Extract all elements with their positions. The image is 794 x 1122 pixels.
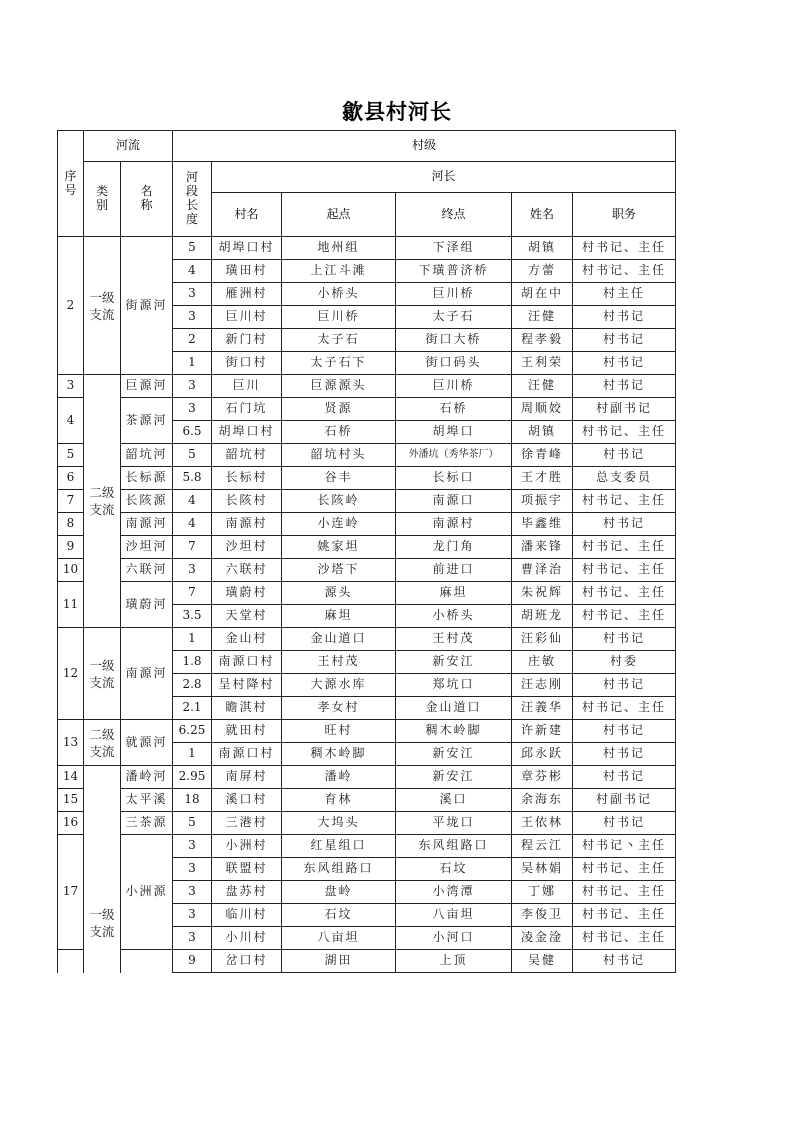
river-name-cell: 沙坦河 bbox=[121, 536, 173, 559]
river-type-label: 二级支流 bbox=[89, 726, 115, 759]
village-cell: 长标村 bbox=[212, 467, 282, 490]
name-cell: 汪志刚 bbox=[512, 674, 573, 697]
river-type-cell bbox=[84, 628, 121, 720]
start-cell: 小连岭 bbox=[282, 513, 396, 536]
village-cell: 天堂村 bbox=[212, 605, 282, 628]
village-cell: 璜蔚村 bbox=[212, 582, 282, 605]
position-cell: 村副书记 bbox=[573, 398, 676, 421]
length-cell: 3 bbox=[173, 904, 212, 927]
end-cell: 平垅口 bbox=[396, 812, 512, 835]
start-cell: 谷丰 bbox=[282, 467, 396, 490]
village-cell: 胡埠口村 bbox=[212, 421, 282, 444]
length-cell: 3.5 bbox=[173, 605, 212, 628]
end-cell: 巨川桥 bbox=[396, 283, 512, 306]
length-cell: 3 bbox=[173, 881, 212, 904]
end-cell: 八亩坦 bbox=[396, 904, 512, 927]
river-type-cell bbox=[84, 766, 121, 973]
end-cell: 石坟 bbox=[396, 858, 512, 881]
village-cell: 联盟村 bbox=[212, 858, 282, 881]
header-river-name-label: 名称 bbox=[140, 184, 153, 212]
seq-cell: 2 bbox=[58, 237, 84, 375]
length-cell: 5 bbox=[173, 812, 212, 835]
length-cell: 7 bbox=[173, 536, 212, 559]
length-cell: 3 bbox=[173, 559, 212, 582]
name-cell: 王利荣 bbox=[512, 352, 573, 375]
end-cell: 稠木岭脚 bbox=[396, 720, 512, 743]
page-title: 歙县村河长 bbox=[342, 100, 452, 124]
seq-cell: 17 bbox=[58, 835, 84, 950]
name-cell: 吴林娟 bbox=[512, 858, 573, 881]
header-river-chief: 河长 bbox=[212, 162, 676, 193]
river-name-cell: 潘岭河 bbox=[121, 766, 173, 789]
village-cell: 巨川 bbox=[212, 375, 282, 398]
end-cell: 小河口 bbox=[396, 927, 512, 950]
village-cell: 小洲村 bbox=[212, 835, 282, 858]
name-cell: 汪彩仙 bbox=[512, 628, 573, 651]
table-row bbox=[58, 835, 676, 858]
position-cell: 村书记 bbox=[573, 444, 676, 467]
length-cell: 3 bbox=[173, 375, 212, 398]
village-cell: 溪口村 bbox=[212, 789, 282, 812]
length-cell: 1.8 bbox=[173, 651, 212, 674]
village-cell: 街口村 bbox=[212, 352, 282, 375]
position-cell: 村书记、主任 bbox=[573, 421, 676, 444]
start-cell: 太子石下 bbox=[282, 352, 396, 375]
river-name-cell: 南源河 bbox=[121, 628, 173, 720]
start-cell: 盘岭 bbox=[282, 881, 396, 904]
position-cell: 村书记 bbox=[573, 812, 676, 835]
seq-cell: 16 bbox=[58, 812, 84, 835]
start-cell: 巨川桥 bbox=[282, 306, 396, 329]
position-cell: 村书记 bbox=[573, 720, 676, 743]
river-name-cell: 南源河 bbox=[121, 513, 173, 536]
start-cell: 地州组 bbox=[282, 237, 396, 260]
village-cell: 岔口村 bbox=[212, 950, 282, 973]
seq-cell: 8 bbox=[58, 513, 84, 536]
start-cell: 稠木岭脚 bbox=[282, 743, 396, 766]
start-cell: 巨源源头 bbox=[282, 375, 396, 398]
length-cell: 7 bbox=[173, 582, 212, 605]
start-cell: 旺村 bbox=[282, 720, 396, 743]
position-cell: 村书记、主任 bbox=[573, 881, 676, 904]
name-cell: 徐青峰 bbox=[512, 444, 573, 467]
village-cell: 巨川村 bbox=[212, 306, 282, 329]
river-type-label: 一级支流 bbox=[89, 657, 115, 690]
length-cell: 4 bbox=[173, 490, 212, 513]
length-cell: 1 bbox=[173, 352, 212, 375]
length-cell: 2.8 bbox=[173, 674, 212, 697]
river-name-cell: 太平溪 bbox=[121, 789, 173, 812]
table-row bbox=[58, 536, 676, 559]
name-cell: 程孝毅 bbox=[512, 329, 573, 352]
river-name-cell: 巨源河 bbox=[121, 375, 173, 398]
length-cell: 5 bbox=[173, 444, 212, 467]
river-name-cell: 就源河 bbox=[121, 720, 173, 766]
village-cell: 雁洲村 bbox=[212, 283, 282, 306]
start-cell: 八亩坦 bbox=[282, 927, 396, 950]
header-river-type-label: 类别 bbox=[95, 184, 108, 212]
position-cell: 村书记 bbox=[573, 674, 676, 697]
header-seq: 序号 bbox=[58, 131, 84, 237]
position-cell: 村书记 bbox=[573, 329, 676, 352]
header-end: 终点 bbox=[396, 193, 512, 237]
table-row bbox=[58, 766, 676, 789]
village-cell: 石门坑 bbox=[212, 398, 282, 421]
start-cell: 石坟 bbox=[282, 904, 396, 927]
village-cell: 三港村 bbox=[212, 812, 282, 835]
position-cell: 村书记 bbox=[573, 375, 676, 398]
river-type-cell bbox=[84, 375, 121, 628]
river-name-cell: 街源河 bbox=[121, 237, 173, 375]
name-cell: 吴健 bbox=[512, 950, 573, 973]
name-cell: 毕鑫维 bbox=[512, 513, 573, 536]
length-cell: 1 bbox=[173, 743, 212, 766]
end-cell: 外潘坑（秀华茶厂） bbox=[396, 444, 512, 467]
table-row bbox=[58, 789, 676, 812]
start-cell: 贤源 bbox=[282, 398, 396, 421]
position-cell: 村书记、主任 bbox=[573, 927, 676, 950]
start-cell: 源头 bbox=[282, 582, 396, 605]
village-cell: 南源口村 bbox=[212, 651, 282, 674]
table-row bbox=[58, 444, 676, 467]
position-cell: 村书记、主任 bbox=[573, 697, 676, 720]
end-cell: 前进口 bbox=[396, 559, 512, 582]
length-cell: 5.8 bbox=[173, 467, 212, 490]
start-cell: 沙塔下 bbox=[282, 559, 396, 582]
seq-cell: 13 bbox=[58, 720, 84, 766]
seq-cell: 11 bbox=[58, 582, 84, 628]
name-cell: 潘来锋 bbox=[512, 536, 573, 559]
village-cell: 瞻淇村 bbox=[212, 697, 282, 720]
length-cell: 2 bbox=[173, 329, 212, 352]
length-cell: 6.25 bbox=[173, 720, 212, 743]
start-cell: 金山道口 bbox=[282, 628, 396, 651]
start-cell: 太子石 bbox=[282, 329, 396, 352]
position-cell: 村书记、主任 bbox=[573, 605, 676, 628]
village-cell: 胡埠口村 bbox=[212, 237, 282, 260]
start-cell: 东风组路口 bbox=[282, 858, 396, 881]
table-row bbox=[58, 950, 676, 973]
header-length-label: 河段长度 bbox=[185, 170, 198, 226]
village-cell: 韶坑村 bbox=[212, 444, 282, 467]
position-cell: 村书记 bbox=[573, 628, 676, 651]
end-cell: 东风组路口 bbox=[396, 835, 512, 858]
end-cell: 下泽组 bbox=[396, 237, 512, 260]
length-cell: 4 bbox=[173, 513, 212, 536]
position-cell: 总支委员 bbox=[573, 467, 676, 490]
start-cell: 姚家坦 bbox=[282, 536, 396, 559]
river-name-cell: 璜蔚河 bbox=[121, 582, 173, 628]
table-row bbox=[58, 398, 676, 421]
position-cell: 村书记、主任 bbox=[573, 582, 676, 605]
end-cell: 太子石 bbox=[396, 306, 512, 329]
table-row bbox=[58, 467, 676, 490]
position-cell: 村书记 bbox=[573, 766, 676, 789]
river-name-cell: 长标源 bbox=[121, 467, 173, 490]
village-cell: 六联村 bbox=[212, 559, 282, 582]
end-cell: 下璜普济桥 bbox=[396, 260, 512, 283]
length-cell: 2.1 bbox=[173, 697, 212, 720]
position-cell: 村书记、主任 bbox=[573, 536, 676, 559]
end-cell: 龙门角 bbox=[396, 536, 512, 559]
header-village: 村名 bbox=[212, 193, 282, 237]
end-cell: 上顶 bbox=[396, 950, 512, 973]
end-cell: 街口大桥 bbox=[396, 329, 512, 352]
start-cell: 王村茂 bbox=[282, 651, 396, 674]
river-type-label: 一级支流 bbox=[89, 907, 115, 940]
table-row bbox=[58, 812, 676, 835]
end-cell: 胡埠口 bbox=[396, 421, 512, 444]
start-cell: 上江斗滩 bbox=[282, 260, 396, 283]
river-name-cell: 长陔源 bbox=[121, 490, 173, 513]
end-cell: 南源村 bbox=[396, 513, 512, 536]
river-type-label: 一级支流 bbox=[89, 289, 115, 322]
village-cell: 南源村 bbox=[212, 513, 282, 536]
village-cell: 临川村 bbox=[212, 904, 282, 927]
name-cell: 庄敏 bbox=[512, 651, 573, 674]
seq-cell: 5 bbox=[58, 444, 84, 467]
river-name-cell bbox=[121, 950, 173, 973]
end-cell: 巨川桥 bbox=[396, 375, 512, 398]
name-cell: 许新建 bbox=[512, 720, 573, 743]
name-cell: 王才胜 bbox=[512, 467, 573, 490]
length-cell: 3 bbox=[173, 858, 212, 881]
name-cell: 周顺姣 bbox=[512, 398, 573, 421]
end-cell: 石桥 bbox=[396, 398, 512, 421]
river-name-cell: 小洲源 bbox=[121, 835, 173, 950]
village-cell: 南源口村 bbox=[212, 743, 282, 766]
length-cell: 2.95 bbox=[173, 766, 212, 789]
length-cell: 3 bbox=[173, 835, 212, 858]
position-cell: 村书记、主任 bbox=[573, 904, 676, 927]
name-cell: 朱祝辉 bbox=[512, 582, 573, 605]
position-cell: 村委 bbox=[573, 651, 676, 674]
start-cell: 大源水库 bbox=[282, 674, 396, 697]
header-river-name bbox=[121, 162, 173, 237]
name-cell: 汪健 bbox=[512, 306, 573, 329]
length-cell: 9 bbox=[173, 950, 212, 973]
header-name: 姓名 bbox=[512, 193, 573, 237]
river-type-label: 二级支流 bbox=[89, 485, 115, 517]
village-cell: 沙坦村 bbox=[212, 536, 282, 559]
length-cell: 3 bbox=[173, 927, 212, 950]
position-cell: 村书记 bbox=[573, 513, 676, 536]
seq-cell: 6 bbox=[58, 467, 84, 490]
table-row bbox=[58, 513, 676, 536]
name-cell: 胡在中 bbox=[512, 283, 573, 306]
name-cell: 项振宇 bbox=[512, 490, 573, 513]
river-type-cell bbox=[84, 720, 121, 766]
river-name-cell: 茶源河 bbox=[121, 398, 173, 444]
name-cell: 程云江 bbox=[512, 835, 573, 858]
name-cell: 胡班龙 bbox=[512, 605, 573, 628]
start-cell: 麻坦 bbox=[282, 605, 396, 628]
end-cell: 南源口 bbox=[396, 490, 512, 513]
length-cell: 4 bbox=[173, 260, 212, 283]
header-position: 职务 bbox=[573, 193, 676, 237]
village-cell: 长陔村 bbox=[212, 490, 282, 513]
seq-cell: 14 bbox=[58, 766, 84, 789]
table-row bbox=[58, 237, 676, 260]
end-cell: 新安江 bbox=[396, 651, 512, 674]
river-chief-table bbox=[57, 130, 676, 973]
length-cell: 5 bbox=[173, 237, 212, 260]
start-cell: 长陔岭 bbox=[282, 490, 396, 513]
village-cell: 璜田村 bbox=[212, 260, 282, 283]
end-cell: 新安江 bbox=[396, 743, 512, 766]
name-cell: 曹泽治 bbox=[512, 559, 573, 582]
table-row bbox=[58, 582, 676, 605]
name-cell: 丁娜 bbox=[512, 881, 573, 904]
position-cell: 村书记、主任 bbox=[573, 858, 676, 881]
name-cell: 胡镇 bbox=[512, 237, 573, 260]
length-cell: 6.5 bbox=[173, 421, 212, 444]
village-cell: 南屏村 bbox=[212, 766, 282, 789]
position-cell: 村书记丶主任 bbox=[573, 835, 676, 858]
end-cell: 街口码头 bbox=[396, 352, 512, 375]
length-cell: 3 bbox=[173, 283, 212, 306]
name-cell: 汪健 bbox=[512, 375, 573, 398]
end-cell: 长标口 bbox=[396, 467, 512, 490]
river-name-cell: 六联河 bbox=[121, 559, 173, 582]
name-cell: 章芬彬 bbox=[512, 766, 573, 789]
end-cell: 王村茂 bbox=[396, 628, 512, 651]
length-cell: 1 bbox=[173, 628, 212, 651]
name-cell: 方蕾 bbox=[512, 260, 573, 283]
position-cell: 村主任 bbox=[573, 283, 676, 306]
seq-cell: 9 bbox=[58, 536, 84, 559]
header-river-group: 河流 bbox=[84, 131, 173, 162]
table-row bbox=[58, 628, 676, 651]
seq-cell: 4 bbox=[58, 398, 84, 444]
start-cell: 红星组口 bbox=[282, 835, 396, 858]
start-cell: 潘岭 bbox=[282, 766, 396, 789]
name-cell: 汪義华 bbox=[512, 697, 573, 720]
start-cell: 育林 bbox=[282, 789, 396, 812]
name-cell: 李俊卫 bbox=[512, 904, 573, 927]
position-cell: 村书记 bbox=[573, 306, 676, 329]
village-cell: 金山村 bbox=[212, 628, 282, 651]
name-cell: 凌金淦 bbox=[512, 927, 573, 950]
river-type-cell bbox=[84, 237, 121, 375]
position-cell: 村书记 bbox=[573, 352, 676, 375]
position-cell: 村书记、主任 bbox=[573, 237, 676, 260]
end-cell: 溪口 bbox=[396, 789, 512, 812]
start-cell: 湖田 bbox=[282, 950, 396, 973]
header-river-type bbox=[84, 162, 121, 237]
river-name-cell: 三茶源 bbox=[121, 812, 173, 835]
header-village-level: 村级 bbox=[173, 131, 676, 162]
name-cell: 余海东 bbox=[512, 789, 573, 812]
header-length bbox=[173, 162, 212, 237]
position-cell: 村书记、主任 bbox=[573, 559, 676, 582]
seq-cell: 12 bbox=[58, 628, 84, 720]
name-cell: 胡镇 bbox=[512, 421, 573, 444]
position-cell: 村书记、主任 bbox=[573, 260, 676, 283]
table-row bbox=[58, 559, 676, 582]
position-cell: 村副书记 bbox=[573, 789, 676, 812]
length-cell: 3 bbox=[173, 306, 212, 329]
length-cell: 18 bbox=[173, 789, 212, 812]
end-cell: 小桥头 bbox=[396, 605, 512, 628]
length-cell: 3 bbox=[173, 398, 212, 421]
position-cell: 村书记 bbox=[573, 743, 676, 766]
river-name-cell: 韶坑河 bbox=[121, 444, 173, 467]
village-cell: 新门村 bbox=[212, 329, 282, 352]
seq-cell: 15 bbox=[58, 789, 84, 812]
seq-cell: 3 bbox=[58, 375, 84, 398]
start-cell: 韶坑村头 bbox=[282, 444, 396, 467]
village-cell: 小川村 bbox=[212, 927, 282, 950]
end-cell: 郑坑口 bbox=[396, 674, 512, 697]
start-cell: 孝女村 bbox=[282, 697, 396, 720]
village-cell: 盘苏村 bbox=[212, 881, 282, 904]
end-cell: 小湾潭 bbox=[396, 881, 512, 904]
seq-cell: 10 bbox=[58, 559, 84, 582]
start-cell: 大坞头 bbox=[282, 812, 396, 835]
start-cell: 小桥头 bbox=[282, 283, 396, 306]
end-cell: 新安江 bbox=[396, 766, 512, 789]
table-row bbox=[58, 490, 676, 513]
table-row bbox=[58, 720, 676, 743]
position-cell: 村书记 bbox=[573, 950, 676, 973]
seq-cell: 7 bbox=[58, 490, 84, 513]
name-cell: 王依林 bbox=[512, 812, 573, 835]
table-row bbox=[58, 375, 676, 398]
end-cell: 金山道口 bbox=[396, 697, 512, 720]
name-cell: 邱永跃 bbox=[512, 743, 573, 766]
seq-cell bbox=[58, 950, 84, 973]
village-cell: 呈村降村 bbox=[212, 674, 282, 697]
end-cell: 麻坦 bbox=[396, 582, 512, 605]
position-cell: 村书记、主任 bbox=[573, 490, 676, 513]
village-cell: 就田村 bbox=[212, 720, 282, 743]
start-cell: 石桥 bbox=[282, 421, 396, 444]
header-start: 起点 bbox=[282, 193, 396, 237]
